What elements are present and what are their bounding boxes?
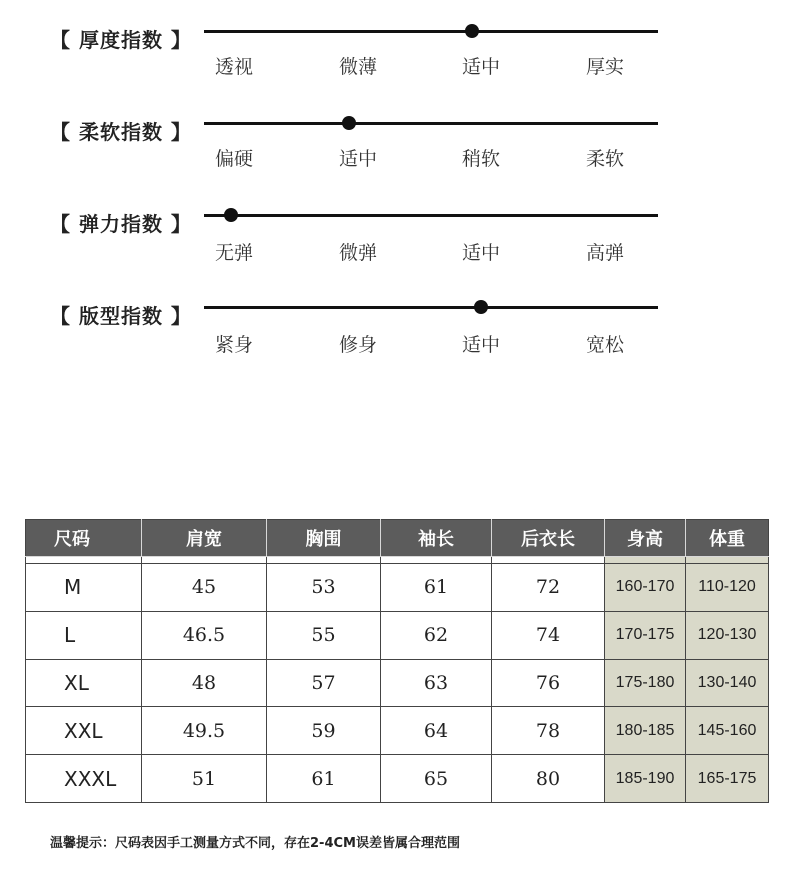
cell-height: 170-175 — [605, 611, 686, 659]
index-marker — [465, 24, 479, 38]
cell-weight: 145-160 — [686, 707, 769, 755]
index-label: 紧身 — [214, 334, 253, 356]
index-label: 稍软 — [461, 148, 500, 170]
index-label: 宽松 — [585, 334, 624, 356]
cell-length: 78 — [492, 707, 605, 755]
index-label: 无弹 — [214, 242, 253, 264]
index-title: 【 弹力指数 】 — [50, 212, 192, 236]
table-row — [26, 755, 769, 803]
index-marker — [224, 208, 238, 222]
index-label: 厚实 — [585, 56, 624, 78]
index-title: 【 柔软指数 】 — [50, 120, 192, 144]
cell-weight: 110-120 — [686, 564, 769, 612]
index-label: 修身 — [338, 334, 377, 356]
header-sleeve: 袖长 — [381, 520, 492, 557]
cell-size: XXXL — [26, 755, 142, 803]
cell-shoulder: 46.5 — [142, 611, 267, 659]
index-label: 柔软 — [585, 148, 624, 170]
cell-weight: 130-140 — [686, 659, 769, 707]
header-chest: 胸围 — [267, 520, 381, 557]
cell-chest: 59 — [267, 707, 381, 755]
header-shoulder: 肩宽 — [142, 520, 267, 557]
cell-length: 72 — [492, 564, 605, 612]
cell-chest: 61 — [267, 755, 381, 803]
cell-height: 180-185 — [605, 707, 686, 755]
cell-weight: 165-175 — [686, 755, 769, 803]
cell-length: 80 — [492, 755, 605, 803]
measurement-note: 温馨提示：尺码表因手工测量方式不同，存在2-4CM误差皆属合理范围 — [50, 836, 460, 851]
cell-sleeve: 62 — [381, 611, 492, 659]
cell-size: L — [26, 611, 142, 659]
index-scale-line — [204, 306, 658, 309]
index-marker — [474, 300, 488, 314]
index-label: 适中 — [338, 148, 377, 170]
cell-sleeve: 63 — [381, 659, 492, 707]
index-title: 【 版型指数 】 — [50, 304, 192, 328]
header-length: 后衣长 — [492, 520, 605, 557]
table-row — [26, 611, 769, 659]
cell-height: 185-190 — [605, 755, 686, 803]
cell-size: XL — [26, 659, 142, 707]
cell-weight: 120-130 — [686, 611, 769, 659]
table-row — [26, 564, 769, 612]
index-marker — [342, 116, 356, 130]
header-size: 尺码 — [26, 520, 142, 557]
fit-index — [0, 300, 790, 380]
header-height: 身高 — [605, 520, 686, 557]
cell-sleeve: 64 — [381, 707, 492, 755]
cell-length: 76 — [492, 659, 605, 707]
cell-size: M — [26, 564, 142, 612]
cell-chest: 55 — [267, 611, 381, 659]
index-label: 微薄 — [338, 56, 377, 78]
cell-shoulder: 48 — [142, 659, 267, 707]
cell-sleeve: 65 — [381, 755, 492, 803]
cell-length: 74 — [492, 611, 605, 659]
softness-index — [0, 116, 790, 196]
cell-height: 160-170 — [605, 564, 686, 612]
cell-height: 175-180 — [605, 659, 686, 707]
index-label: 偏硬 — [214, 148, 253, 170]
size-chart-table — [25, 519, 769, 803]
cell-chest: 57 — [267, 659, 381, 707]
index-scale-line — [204, 122, 658, 125]
cell-shoulder: 45 — [142, 564, 267, 612]
index-scale-line — [204, 214, 658, 217]
index-label: 高弹 — [585, 242, 624, 264]
header-weight: 体重 — [686, 520, 769, 557]
index-label: 适中 — [461, 334, 500, 356]
thickness-index — [0, 24, 790, 104]
table-row — [26, 707, 769, 755]
index-scale-line — [204, 30, 658, 33]
cell-size: XXL — [26, 707, 142, 755]
cell-shoulder: 49.5 — [142, 707, 267, 755]
cell-chest: 53 — [267, 564, 381, 612]
index-label: 适中 — [461, 56, 500, 78]
cell-shoulder: 51 — [142, 755, 267, 803]
table-spacer-row — [26, 557, 769, 564]
table-row — [26, 659, 769, 707]
index-label: 微弹 — [338, 242, 377, 264]
index-label: 适中 — [461, 242, 500, 264]
index-label: 透视 — [214, 56, 253, 78]
cell-sleeve: 61 — [381, 564, 492, 612]
table-header-row — [26, 520, 769, 557]
elasticity-index — [0, 208, 790, 288]
index-title: 【 厚度指数 】 — [50, 28, 192, 52]
